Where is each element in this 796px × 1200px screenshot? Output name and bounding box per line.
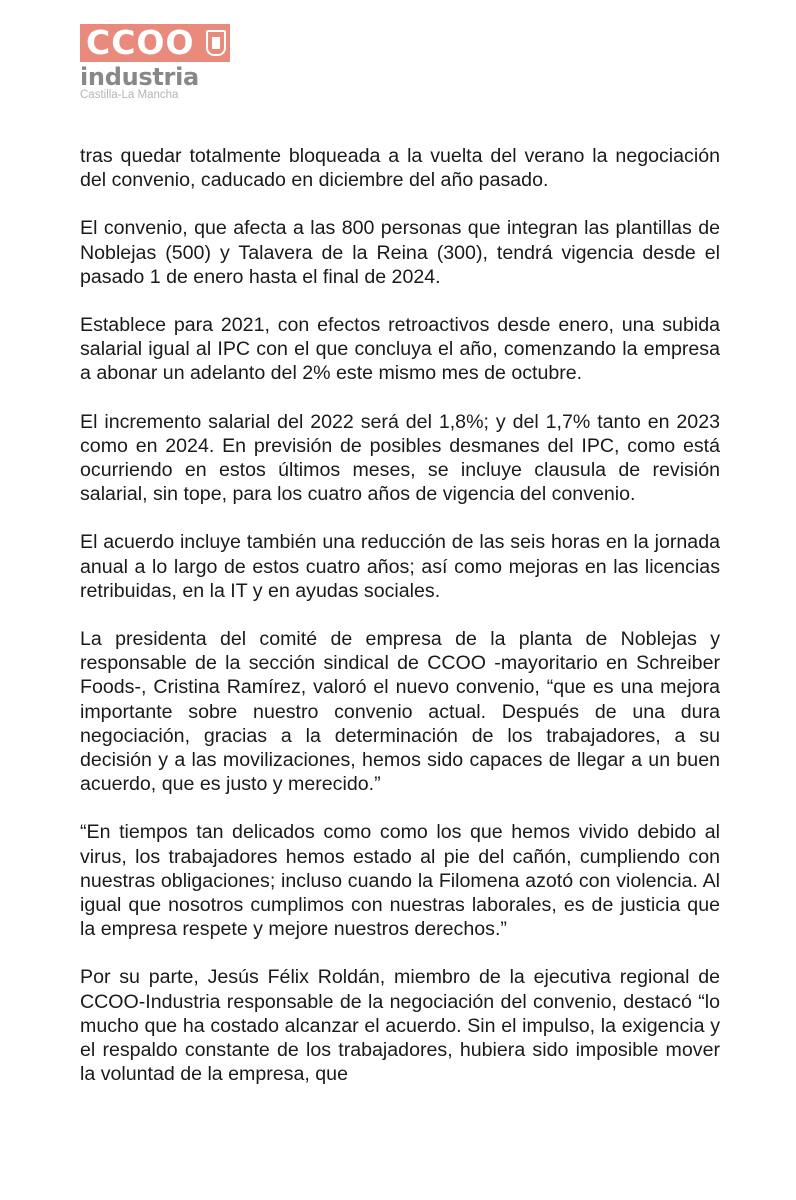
paragraph: El incremento salarial del 2022 será del 1,8%; y del 1,7% tanto en 2023 como en 2024. En previsión de posibles desmanes del IPC, como está ocurriendo en estos últimos meses, se incluye clausula de revisión salarial, sin tope, para los cuatro años de vigencia del convenio.: [80, 410, 720, 506]
document-body: [80, 144, 720, 1111]
ccoo-industria-logo: [80, 24, 230, 101]
crest-icon: [206, 30, 226, 56]
paragraph: La presidenta del comité de empresa de la planta de Noblejas y responsable de la sección sindical de CCOO -mayoritario en Schreiber Foods-, Cristina Ramírez, valoró el nuevo convenio, “que es una mejora importante sobre nuestro convenio actual. Después de una dura negociación, gracias a la determinación de los trabajadores, a su decisión y a las movilizaciones, hemos sido capaces de llegar a un buen acuerdo, que es justo y merecido.”: [80, 628, 720, 796]
paragraph: tras quedar totalmente bloqueada a la vuelta del verano la negociación del convenio, caducado en diciembre del año pasado.: [80, 145, 720, 192]
paragraph: Por su parte, Jesús Félix Roldán, miembro de la ejecutiva regional de CCOO-Industria responsable de la negociación del convenio, destacó “lo mucho que ha costado alcanzar el acuerdo. Sin el impulso, la exigencia y el respaldo constante de los trabajadores, hubiera sido imposible mover la voluntad de la empresa, que: [80, 966, 720, 1086]
logo-brand: CCOO: [86, 23, 195, 62]
logo-subtitle: industria: [80, 63, 199, 91]
paragraph: El convenio, que afecta a las 800 personas que integran las plantillas de Noblejas (500) y Talavera de la Reina (300), tendrá vigencia desde el pasado 1 de enero hasta el final de 2024.: [80, 217, 720, 288]
logo-region: Castilla-La Mancha: [80, 89, 179, 101]
logo-badge: [80, 24, 230, 62]
paragraph: Establece para 2021, con efectos retroactivos desde enero, una subida salarial igual al IPC con el que concluya el año, comenzando la empresa a abonar un adelanto del 2% este mismo mes de octubre.: [80, 314, 720, 385]
paragraph: “En tiempos tan delicados como como los que hemos vivido debido al virus, los trabajadores hemos estado al pie del cañón, cumpliendo con nuestras obligaciones; incluso cuando la Filomena azotó con violencia. Al igual que nosotros cumplimos con nuestras laborales, es de justicia que la empresa respete y mejore nuestros derechos.”: [80, 821, 720, 941]
paragraph: El acuerdo incluye también una reducción de las seis horas en la jornada anual a lo largo de estos cuatro años; así como mejoras en las licencias retribuidas, en la IT y en ayudas sociales.: [80, 531, 720, 602]
